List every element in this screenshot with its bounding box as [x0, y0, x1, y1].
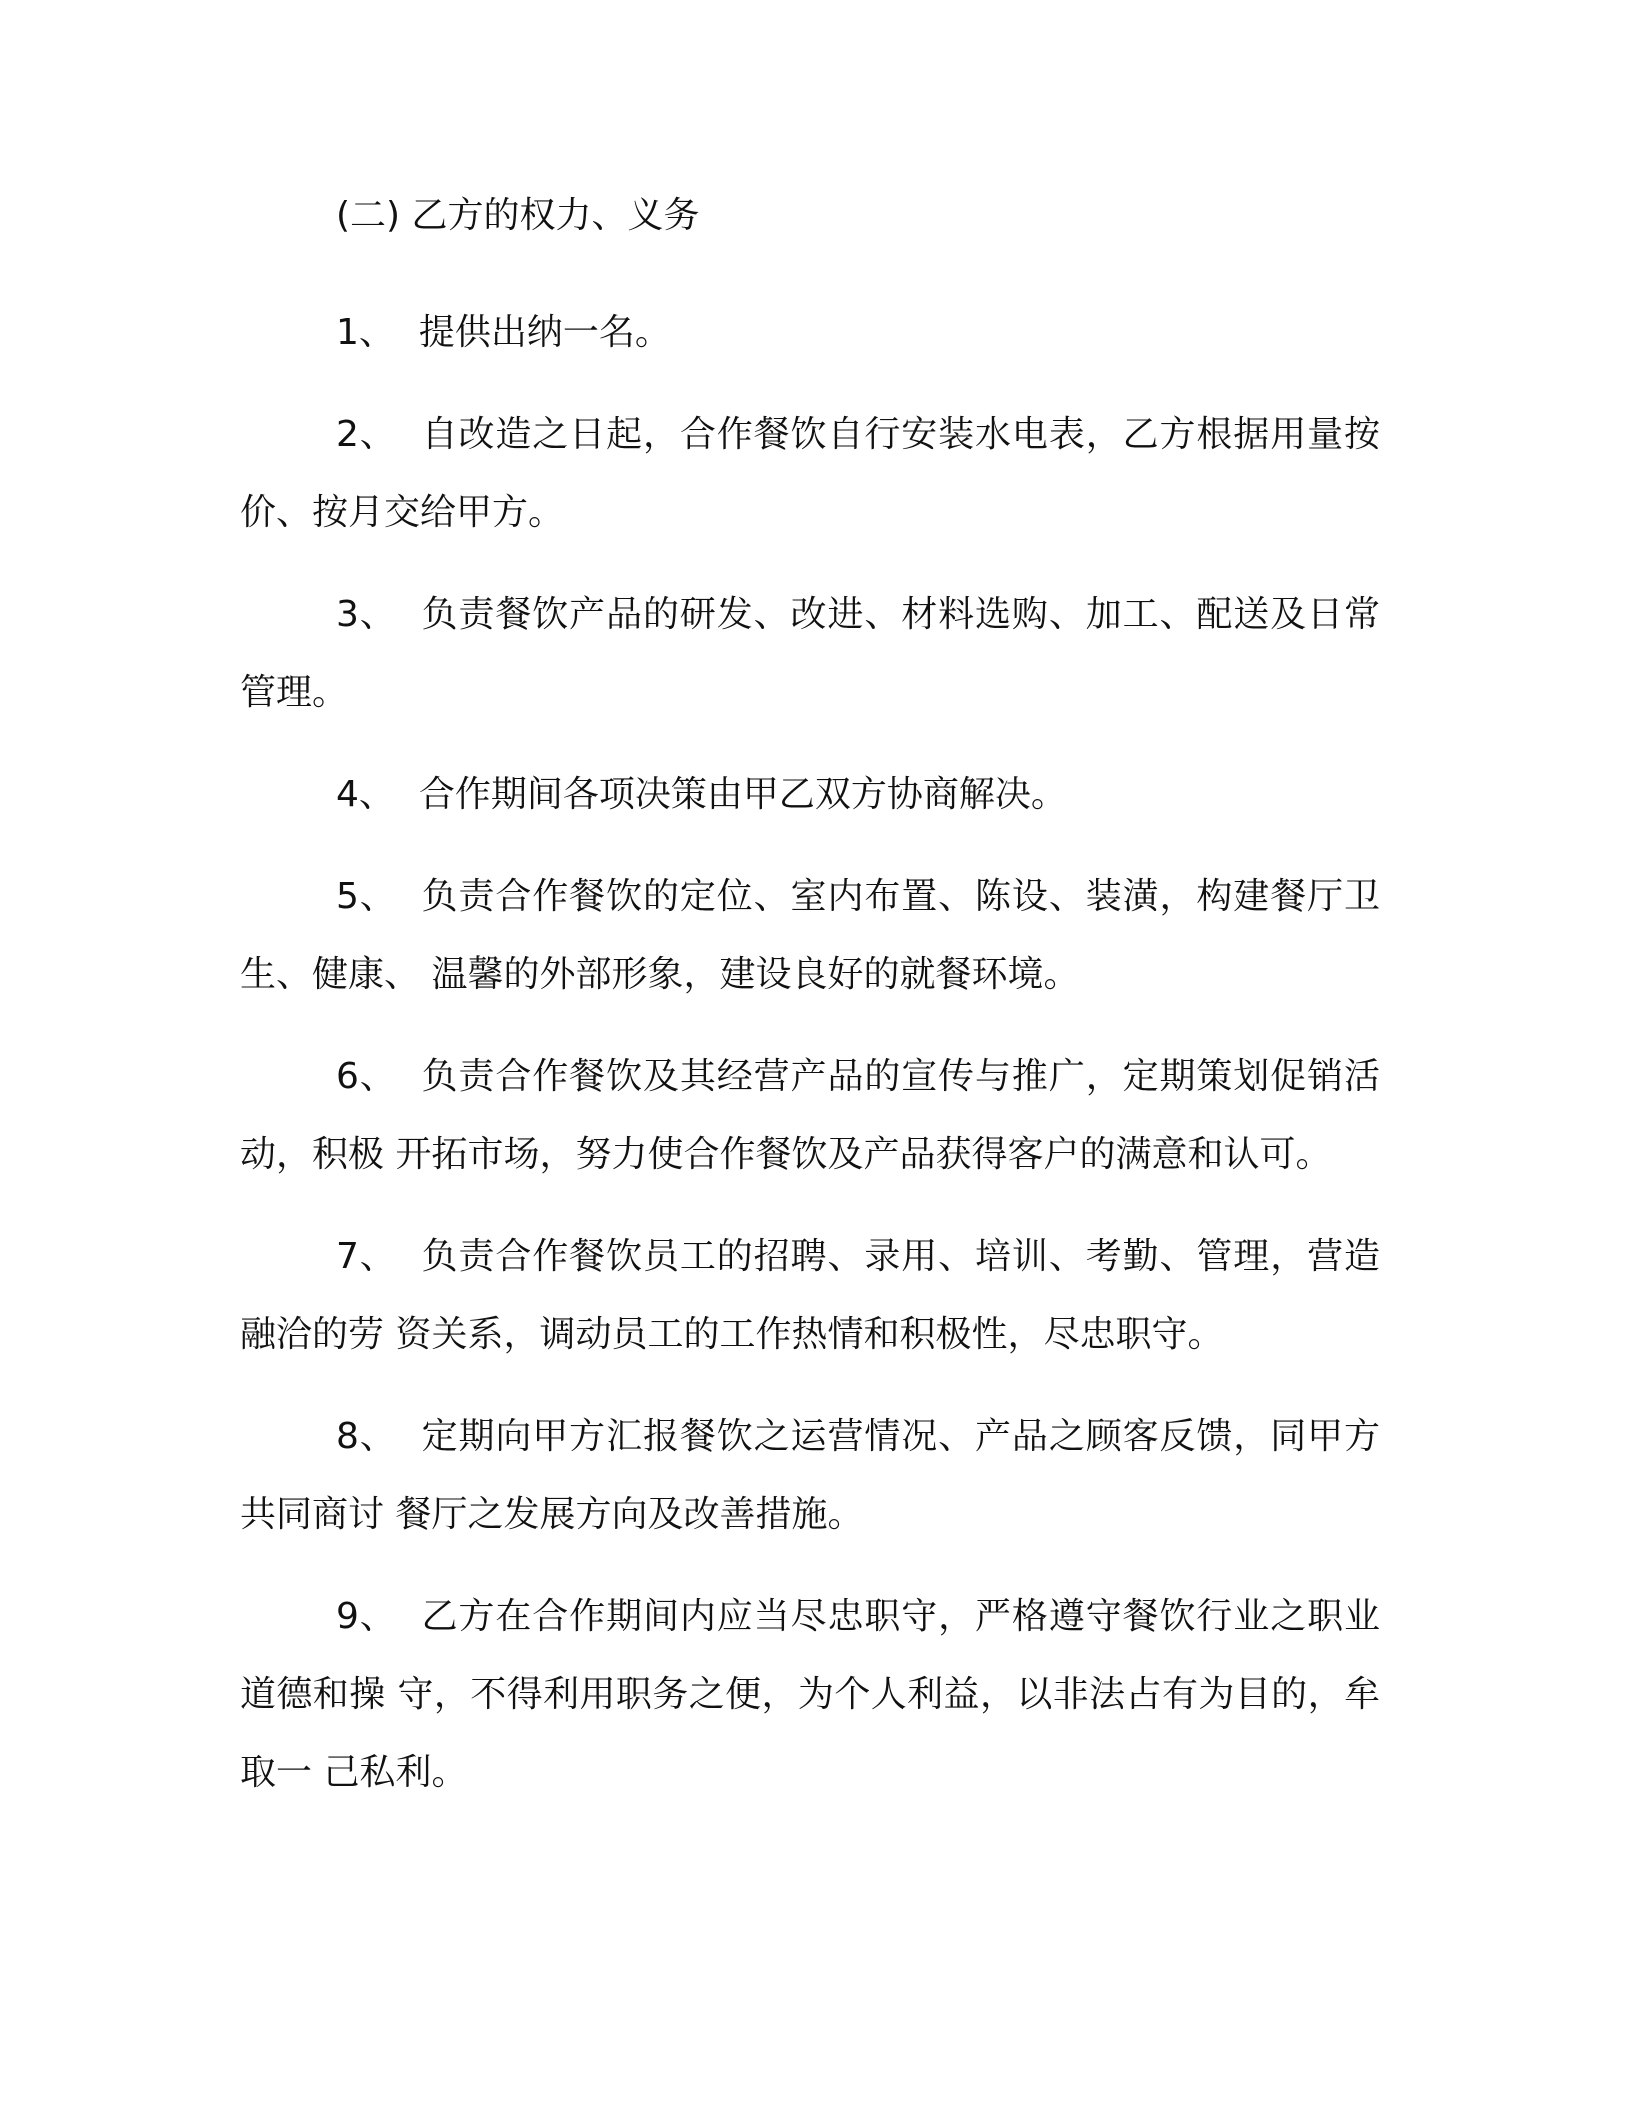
list-item [240, 1038, 1380, 1194]
item-text: 乙方在合作期间内应当尽忠职守，严格遵守餐饮行业之职业道德和操 守，不得利用职务之便，为个人利益，以非法占有为目的，牟取一 己私利。 [240, 1596, 1380, 1793]
list-item [240, 1398, 1380, 1554]
list-item [240, 294, 1380, 372]
item-number: 3、 [336, 594, 397, 635]
list-item [240, 396, 1380, 552]
item-number: 8、 [336, 1416, 397, 1457]
list-item [240, 1218, 1380, 1374]
item-text: 定期向甲方汇报餐饮之运营情况、产品之顾客反馈，同甲方共同商讨 餐厅之发展方向及改善措施。 [240, 1416, 1380, 1535]
item-text: 负责合作餐饮及其经营产品的宣传与推广，定期策划促销活动，积极 开拓市场，努力使合作餐饮及产品获得客户的满意和认可。 [240, 1056, 1380, 1175]
item-text: 负责合作餐饮的定位、室内布置、陈设、装潢，构建餐厅卫生、健康、 温馨的外部形象，建设良好的就餐环境。 [240, 876, 1380, 995]
item-number: 7、 [336, 1236, 397, 1277]
document-body [240, 192, 1380, 1836]
list-item [240, 1578, 1380, 1812]
item-number: 2、 [336, 414, 397, 455]
list-item [240, 576, 1380, 732]
item-number: 5、 [336, 876, 397, 917]
section-heading: (二) 乙方的权力、义务 [336, 195, 700, 236]
list-item [240, 756, 1380, 834]
item-number: 6、 [336, 1056, 397, 1097]
item-text: 自改造之日起，合作餐饮自行安装水电表，乙方根据用量按价、按月交给甲方。 [240, 414, 1380, 533]
item-text: 负责餐饮产品的研发、改进、材料选购、加工、配送及日常管理。 [240, 594, 1380, 713]
list-item [240, 858, 1380, 1014]
item-number: 9、 [336, 1596, 397, 1637]
item-text: 提供出纳一名。 [418, 312, 671, 353]
item-number: 4、 [336, 774, 395, 815]
item-number: 1、 [336, 312, 395, 353]
item-text: 负责合作餐饮员工的招聘、录用、培训、考勤、管理，营造融洽的劳 资关系，调动员工的工作热情和积极性，尽忠职守。 [240, 1236, 1380, 1355]
item-text: 合作期间各项决策由甲乙双方协商解决。 [418, 774, 1067, 815]
